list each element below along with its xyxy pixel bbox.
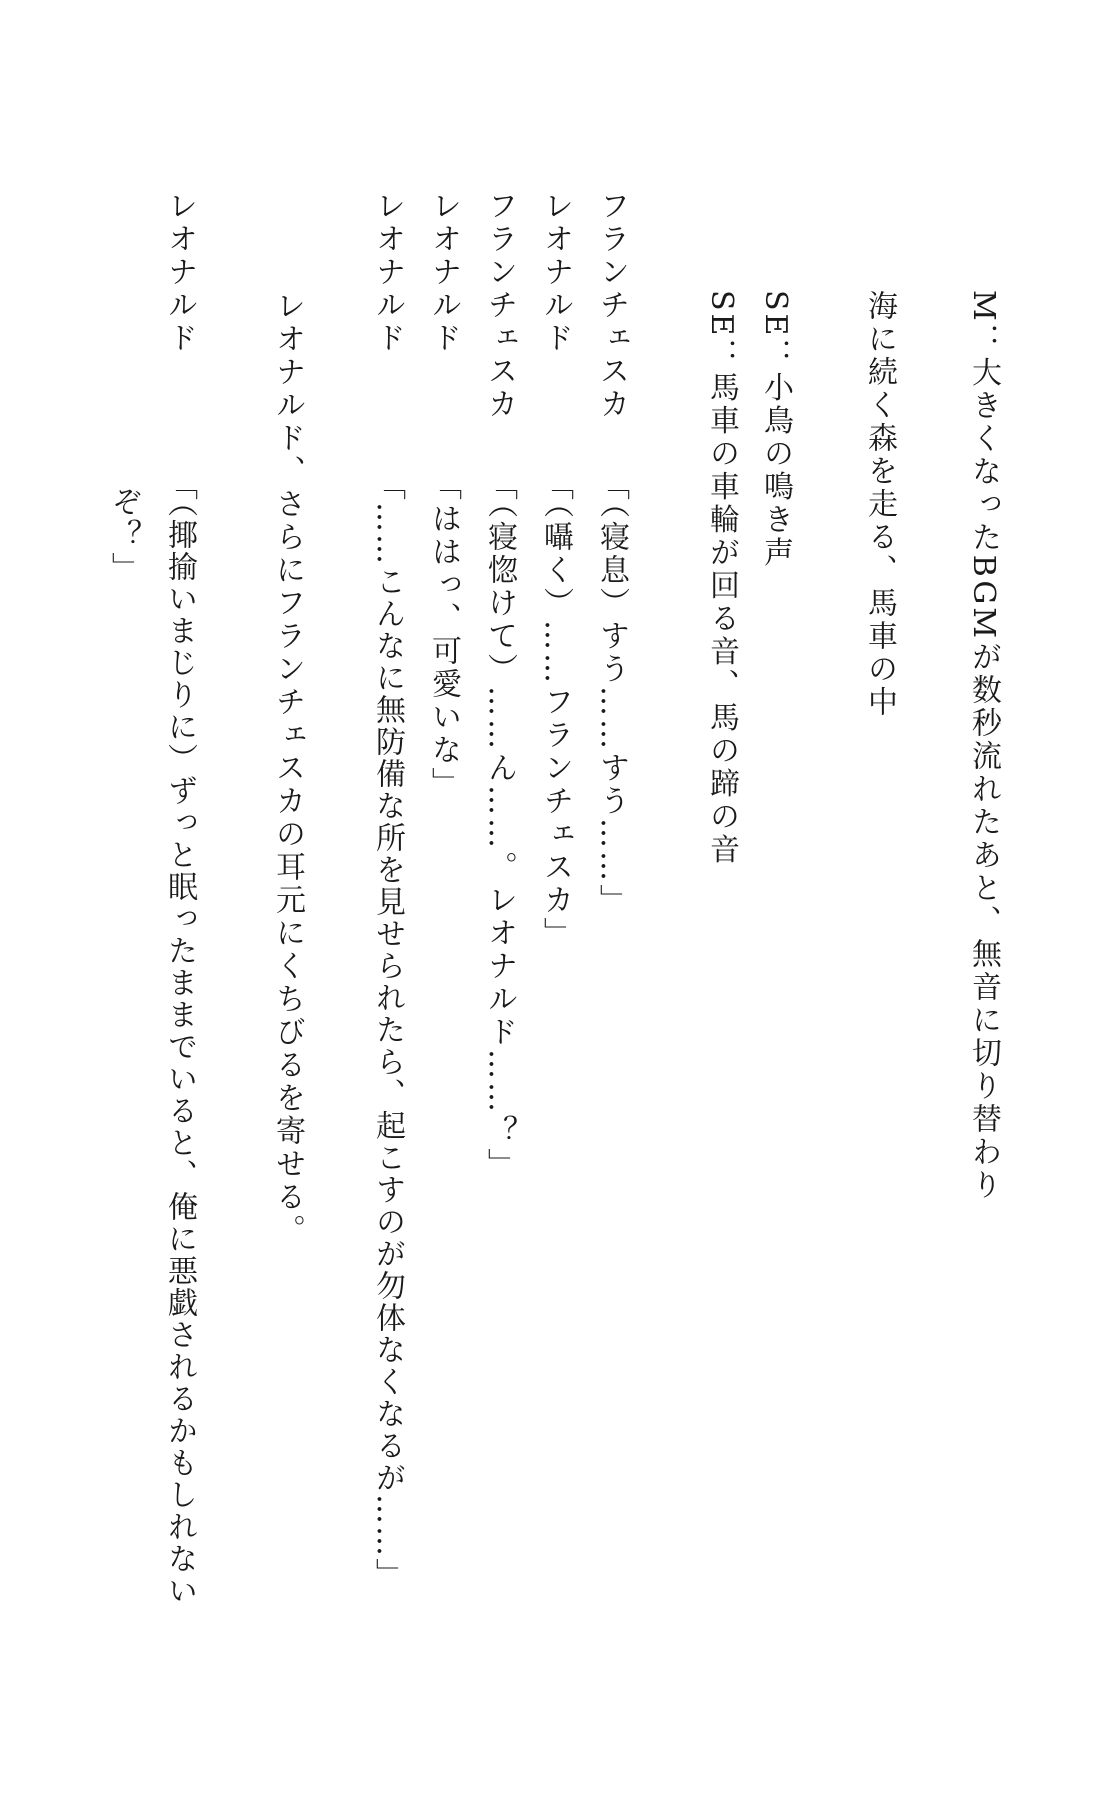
dialogue-text: 「……こんなに無防備な所を見せられたら、起こすのが勿体なくなるが……」	[370, 470, 405, 1590]
sound-effect-carriage: SE：馬車の車輪が回る音、馬の蹄の音	[704, 290, 739, 867]
speaker-name: フランチェスカ	[482, 190, 517, 421]
sound-effect-birds: SE：小鳥の鳴き声	[758, 290, 793, 570]
speaker-name: フランチェスカ	[594, 190, 629, 421]
stage-direction-scene: 海に続く森を走る、馬車の中	[862, 290, 897, 719]
dialogue-text: 「（囁く）……フランチェスカ」	[538, 470, 573, 950]
dialogue-text: 「（寝息）すう……すう……」	[594, 470, 629, 917]
speaker-name: レオナルド	[162, 190, 197, 355]
stage-action: レオナルド、さらにフランチェスカの耳元にくちびるを寄せる。	[270, 290, 305, 1247]
dialogue-text: 「（揶揄いまじりに）ずっと眠ったままでいると、俺に悪戯されるかもしれない	[162, 470, 197, 1607]
dialogue-text: 「（寝惚けて）……ん……。レオナルド……？」	[482, 470, 517, 1181]
stage-direction-music: M：大きくなったBGMが数秒流れたあと、無音に切り替わり	[966, 290, 1001, 1203]
speaker-name: レオナルド	[538, 190, 573, 355]
dialogue-text-continued: ぞ？」	[106, 486, 141, 585]
speaker-name: レオナルド	[370, 190, 405, 355]
dialogue-text: 「ははっ、可愛いな」	[426, 470, 461, 800]
speaker-name: レオナルド	[426, 190, 461, 355]
